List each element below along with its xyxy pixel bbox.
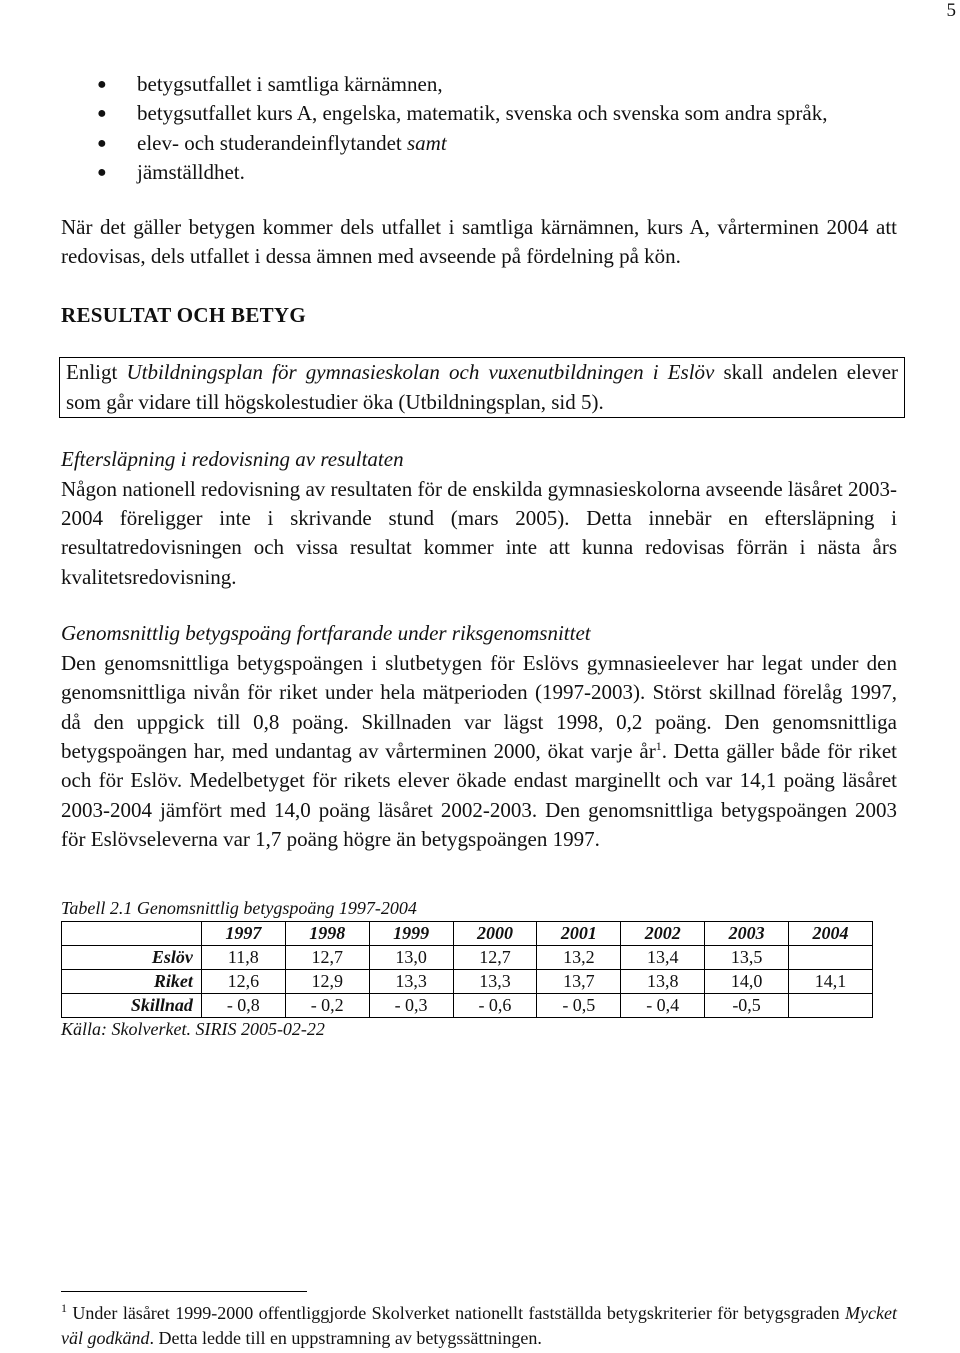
goal-text-start: Enligt: [66, 360, 127, 385]
list-item: [61, 129, 897, 158]
subsection-paragraph: Någon nationell redovisning av resultaten för de enskilda gymnasieskolorna avseende läsåret 2003-2004 föreligger inte i skrivande stund (mars 2005). Detta innebär en eftersläpning i resultatredovisningen och vissa resultat kommer inte att kunna redovisas förrän i nästa års kvalitetsredovisning.: [61, 476, 897, 589]
table-cell: 12,9: [285, 969, 369, 993]
table-header-row: [62, 921, 873, 945]
table-cell: 12,7: [453, 945, 537, 969]
table-cell: 13,3: [453, 969, 537, 993]
year-header: 1998: [285, 921, 369, 945]
page-number: 5: [946, 0, 956, 21]
footnote-marker: 1: [61, 1301, 67, 1315]
bullet-icon: ●: [97, 105, 107, 123]
table-cell: 12,7: [285, 945, 369, 969]
year-header: 2000: [453, 921, 537, 945]
grade-table: [61, 921, 873, 1018]
list-item: [61, 158, 897, 187]
document-body: [61, 70, 897, 1040]
goal-box: [59, 357, 905, 418]
list-item: [61, 99, 897, 128]
table-cell: 13,4: [621, 945, 705, 969]
goal-text-end: skall andelen elever som går vidare till högskolestudier öka (Utbildningsplan, sid 5).: [66, 360, 899, 414]
table-cell: - 0,3: [369, 993, 453, 1017]
table-cell: 13,8: [621, 969, 705, 993]
list-item: [61, 70, 897, 99]
paragraph-text: Den genomsnittliga betygspoängen i slutbetygen för Eslövs gymnasieelever har legat under den genomsnittliga nivån för riket under hela mätperioden (1997-2003). Störst skillnad förelåg 1997, då den uppgick till 0,8 poäng. Skillnaden var lägst 1998, 0,2 poäng. Den genomsnittliga betygspoängen har, med undantag av vårterminen 2000, ökat varje år: [61, 650, 897, 763]
year-header: 2001: [537, 921, 621, 945]
bullet-icon: ●: [97, 164, 107, 182]
footnote-emphasis: Mycket väl godkänd: [61, 1303, 897, 1348]
footnote: [61, 1301, 897, 1351]
list-item-text: betygsutfallet kurs A, engelska, matematik, svenska och svenska som andra språk,: [137, 101, 828, 126]
goal-document-title: Utbildningsplan för gymnasieskolan och vuxenutbildningen i Eslöv: [126, 360, 715, 385]
list-item-emphasis: samt: [406, 130, 447, 155]
table-cell: - 0,8: [201, 993, 285, 1017]
table-cell: - 0,5: [537, 993, 621, 1017]
row-label: Riket: [62, 969, 202, 993]
year-header: 2002: [621, 921, 705, 945]
table-row: [62, 993, 873, 1017]
table-source: Källa: Skolverket. SIRIS 2005-02-22: [61, 1018, 325, 1039]
table-cell: 13,2: [537, 945, 621, 969]
subsection-paragraph: [61, 649, 897, 855]
footnote-reference[interactable]: 1: [655, 738, 662, 753]
section-heading: RESULTAT OCH BETYG: [61, 303, 307, 328]
table-cell: 13,5: [705, 945, 789, 969]
table-corner-cell: [62, 921, 202, 945]
year-header: 2004: [789, 921, 873, 945]
paragraph-text: . Detta gäller både för riket och för Eslöv. Medelbetyget för rikets elever ökade endast marginellt och var 14,1 poäng läsåret 2003-2004 jämfört med 14,0 poäng läsåret 2002-2003. Den genomsnittliga betygspoängen 2003 för Eslövseleverna var 1,7 poäng högre än betygspoängen 1997.: [61, 738, 897, 852]
footnote-separator: [61, 1291, 307, 1292]
table-row: [62, 945, 873, 969]
list-item-text: elev- och studerandeinflytandet: [137, 130, 407, 155]
table-cell: - 0,4: [621, 993, 705, 1017]
table-cell: 14,0: [705, 969, 789, 993]
table-row: [62, 969, 873, 993]
table-cell: -0,5: [705, 993, 789, 1017]
bullet-list: [61, 70, 897, 188]
list-item-text: betygsutfallet i samtliga kärnämnen,: [137, 72, 443, 96]
table-caption: Tabell 2.1 Genomsnittlig betygspoäng 1997-2004: [61, 897, 417, 918]
footnote-text: Under läsåret 1999-2000 offentliggjorde Skolverket nationellt fastställda betygskriterier för betygsgraden: [72, 1303, 846, 1323]
row-label: Skillnad: [62, 993, 202, 1017]
year-header: 2003: [705, 921, 789, 945]
bullet-icon: ●: [97, 134, 107, 152]
year-header: 1997: [201, 921, 285, 945]
table-cell: - 0,2: [285, 993, 369, 1017]
table-cell: - 0,6: [453, 993, 537, 1017]
subsection-heading: Eftersläpning i redovisning av resultaten: [61, 447, 404, 472]
table-cell: 14,1: [789, 969, 873, 993]
subsection-heading: Genomsnittlig betygspoäng fortfarande under riksgenomsnittet: [61, 621, 591, 646]
row-label: Eslöv: [62, 945, 202, 969]
table-cell: [789, 945, 873, 969]
year-header: 1999: [369, 921, 453, 945]
bullet-icon: ●: [97, 76, 107, 93]
table-cell: 12,6: [201, 969, 285, 993]
intro-paragraph: När det gäller betygen kommer dels utfallet i samtliga kärnämnen, kurs A, vårterminen 2004 att redovisas, dels utfallet i dessa ämnen med avseende på fördelning på kön.: [61, 214, 897, 269]
table-cell: 13,0: [369, 945, 453, 969]
list-item-text: jämställdhet.: [137, 160, 245, 185]
table-cell: 13,7: [537, 969, 621, 993]
footnote-text: . Detta ledde till en uppstramning av betygssättningen.: [149, 1328, 542, 1348]
table-cell: 11,8: [201, 945, 285, 969]
table-cell: [789, 993, 873, 1017]
table-cell: 13,3: [369, 969, 453, 993]
